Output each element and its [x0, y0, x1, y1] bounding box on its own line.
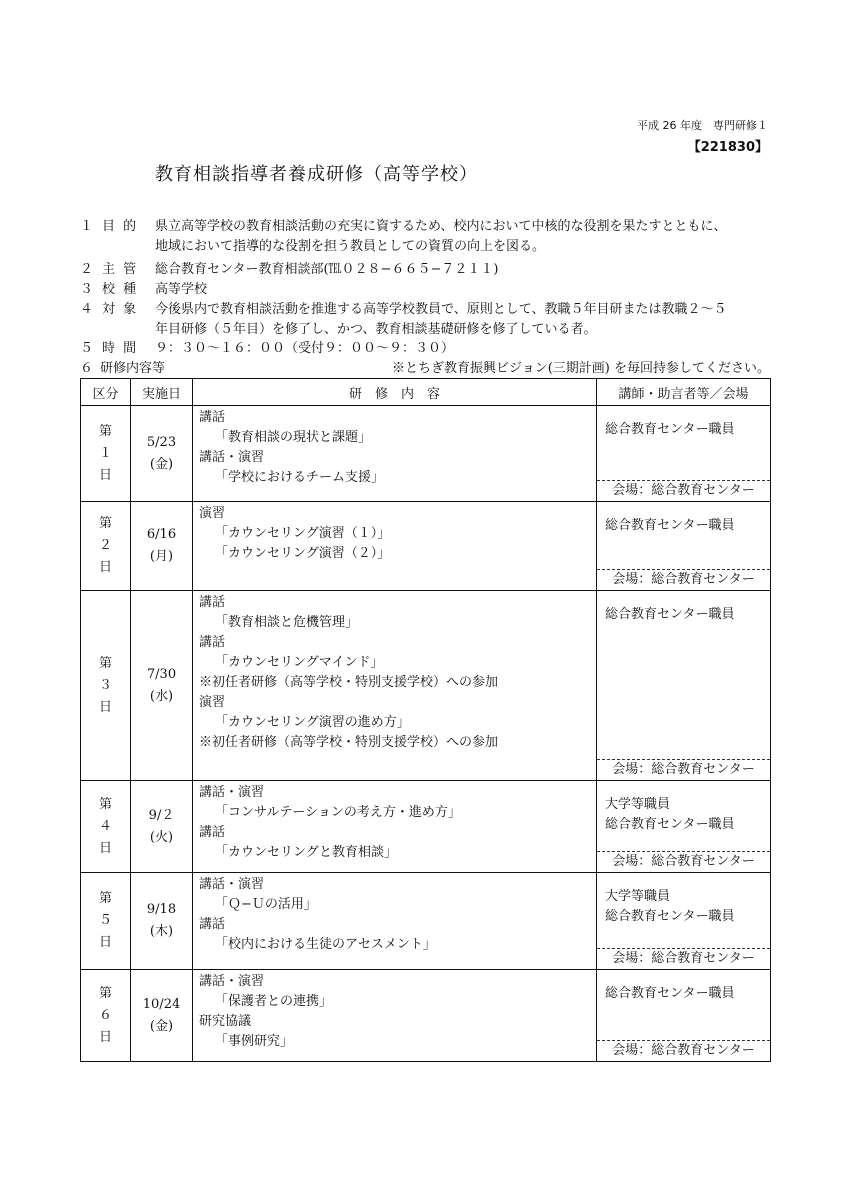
item-label: 対 象 [102, 302, 139, 317]
day-label-char: 第 [98, 655, 112, 671]
content-line: 研究協議 [199, 1014, 252, 1029]
day-label-char: 日 [98, 935, 112, 950]
day-label-char: 第 [98, 796, 112, 812]
content-line: 講話・演習 [199, 450, 265, 465]
day-label [81, 781, 131, 873]
lecturer-name: 総合教育センター職員 [605, 518, 735, 533]
lecturer-cell [597, 970, 771, 1062]
item-number: ３ [80, 282, 94, 297]
day-label-char: ５ [98, 913, 112, 928]
content-line: 「Ｑ−Ｕの活用」 [215, 897, 317, 912]
item-number: ６ [80, 361, 94, 376]
session-content [193, 502, 597, 591]
content-line: 「カウンセリング演習の進め方」 [215, 715, 410, 730]
lecturer-cell [597, 502, 771, 591]
weekday: (月) [149, 549, 174, 564]
venue: 会場：総合教育センター [597, 759, 770, 780]
table-row [81, 970, 771, 1062]
header-course-code: 【221830】 [687, 140, 768, 155]
session-content [193, 781, 597, 873]
content-line: 「事例研究」 [215, 1034, 294, 1049]
session-content [193, 970, 597, 1062]
content-line: 講話・演習 [199, 974, 265, 989]
lecturer-cell [597, 781, 771, 873]
item-number: ４ [80, 302, 94, 317]
content-line: 講話 [199, 917, 226, 932]
item-value: 地域において指導的な役割を担う教員としての資質の向上を図る。 [155, 239, 546, 254]
session-content [193, 873, 597, 970]
session-date [131, 970, 193, 1062]
content-line: 講話・演習 [199, 785, 265, 800]
session-date [131, 502, 193, 591]
weekday: (木) [149, 924, 174, 939]
session-date [131, 781, 193, 873]
venue: 会場：総合教育センター [597, 948, 770, 969]
item-label: 研修内容等 [100, 361, 166, 376]
item-value: 総合教育センター教育相談部(℡０２８−６６５−７２１１) [155, 262, 499, 277]
date-value: 9/18 [146, 902, 177, 917]
table-row [81, 873, 771, 970]
content-line: 演習 [199, 695, 226, 710]
content-line: 「保護者との連携」 [215, 994, 333, 1009]
content-line: ※初任者研修（高等学校・特別支援学校）への参加 [199, 675, 499, 690]
day-label-char: 日 [98, 840, 112, 856]
lecturer-cell [597, 591, 771, 781]
session-date [131, 591, 193, 781]
item-value: 県立高等学校の教育相談活動の充実に資するため、校内において中核的な役割を果たすとともに、 [155, 219, 727, 234]
lecturer-cell [597, 406, 771, 502]
day-label-char: １ [98, 445, 112, 461]
column-header-content: 研 修 内 容 [193, 379, 597, 406]
day-label-char: ４ [98, 818, 112, 834]
content-line: 講話・演習 [199, 877, 265, 892]
lecturer-name: 総合教育センター職員 [605, 422, 735, 437]
day-label-char: ２ [98, 538, 112, 553]
item-value: 今後県内で教育相談活動を推進する高等学校教員で、原則として、教職５年目研または教職２〜５ [155, 302, 727, 317]
session-date [131, 406, 193, 502]
weekday: (水) [149, 688, 174, 704]
item-value: 高等学校 [155, 282, 208, 297]
day-label-char: ６ [98, 1007, 112, 1023]
column-header-kubun: 区分 [81, 379, 131, 406]
day-label-char: 日 [98, 560, 112, 575]
day-label [81, 406, 131, 502]
content-line: 講話 [199, 635, 226, 650]
table-row [81, 781, 771, 873]
lecturer-name: 大学等職員 [605, 889, 671, 904]
content-line: 「教育相談の現状と課題」 [215, 430, 372, 445]
session-date [131, 873, 193, 970]
content-line: 「カウンセリングマインド」 [215, 655, 384, 670]
content-line: 「コンサルテーションの考え方・進め方」 [215, 805, 461, 820]
lecturer-name: 総合教育センター職員 [605, 909, 735, 924]
content-note: ※とちぎ教育振興ビジョン(三期計画) を毎回持参してください。 [391, 361, 770, 376]
day-label-char: ３ [98, 677, 112, 693]
venue: 会場：総合教育センター [597, 851, 770, 872]
item-label: 校 種 [102, 282, 139, 297]
item-value: ９：３０〜１６：００（受付９：００〜９：３０） [155, 341, 455, 356]
content-line: 講話 [199, 410, 226, 425]
item-number: １ [80, 219, 94, 234]
lecturer-name: 大学等職員 [605, 797, 671, 812]
content-line: 「学校におけるチーム支援」 [215, 470, 385, 485]
date-value: 9/２ [148, 807, 175, 823]
day-label [81, 970, 131, 1062]
date-value: 5/23 [146, 434, 177, 450]
content-line: 「教育相談と危機管理」 [215, 615, 359, 630]
lecturer-name: 総合教育センター職員 [605, 986, 735, 1001]
header-course-year: 平成 26 年度 専門研修１ [637, 119, 768, 132]
weekday: (金) [149, 456, 174, 472]
day-label [81, 591, 131, 781]
item-number: ２ [80, 262, 94, 277]
day-label-char: 日 [98, 699, 112, 715]
table-row [81, 406, 771, 502]
venue: 会場：総合教育センター [597, 480, 770, 501]
item-value: 年目研修（５年目）を修了し、かつ、教育相談基礎研修を修了している者。 [155, 322, 597, 337]
content-line: 「校内における生徒のアセスメント」 [215, 937, 436, 952]
day-label-char: 第 [98, 516, 112, 531]
item-label: 主 管 [102, 262, 139, 277]
day-label [81, 502, 131, 591]
content-line: ※初任者研修（高等学校・特別支援学校）への参加 [199, 735, 499, 750]
day-label-char: 第 [98, 985, 112, 1001]
venue: 会場：総合教育センター [597, 1040, 770, 1061]
table-row [81, 591, 771, 781]
schedule-table [80, 378, 771, 1062]
day-label-char: 第 [98, 891, 112, 906]
table-row [81, 502, 771, 591]
date-value: 10/24 [142, 996, 181, 1012]
date-value: 7/30 [146, 666, 177, 682]
content-line: 「カウンセリング演習（２）」 [215, 546, 391, 561]
venue: 会場：総合教育センター [597, 569, 770, 590]
session-content [193, 591, 597, 781]
content-line: 演習 [199, 506, 226, 521]
day-label-char: 日 [98, 467, 112, 483]
date-value: 6/16 [146, 527, 177, 542]
table-header-row [81, 379, 771, 406]
lecturer-cell [597, 873, 771, 970]
item-number: ５ [80, 341, 94, 356]
content-line: 「カウンセリング演習（１）」 [215, 526, 391, 541]
content-line: 講話 [199, 595, 226, 610]
content-line: 「カウンセリングと教育相談」 [215, 845, 398, 860]
day-label [81, 873, 131, 970]
weekday: (金) [149, 1018, 174, 1034]
column-header-date: 実施日 [131, 379, 193, 406]
item-label: 時 間 [102, 341, 139, 356]
lecturer-name: 総合教育センター職員 [605, 607, 735, 622]
item-label: 目 的 [102, 219, 139, 234]
weekday: (火) [149, 829, 174, 845]
day-label-char: 第 [98, 423, 112, 439]
day-label-char: 日 [98, 1029, 112, 1045]
lecturer-name: 総合教育センター職員 [605, 817, 735, 832]
content-line: 講話 [199, 825, 226, 840]
page-title: 教育相談指導者養成研修（高等学校） [155, 164, 478, 185]
column-header-lecturer: 講師・助言者等／会場 [597, 379, 771, 406]
session-content [193, 406, 597, 502]
